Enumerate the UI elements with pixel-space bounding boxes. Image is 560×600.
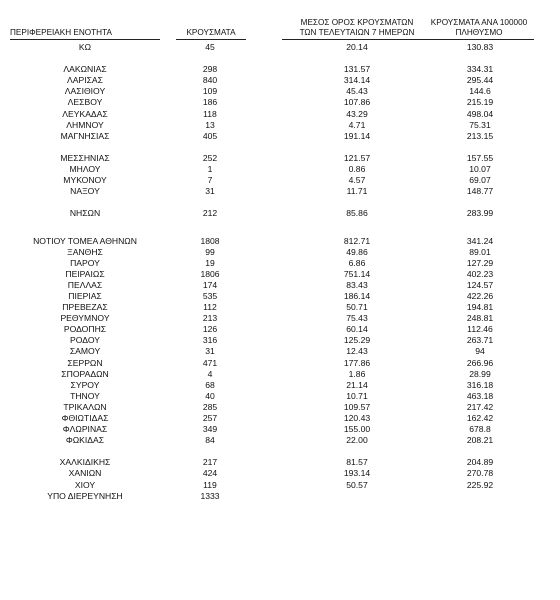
column-header-per-100k-line1: ΚΡΟΥΣΜΑΤΑ ΑΝΑ 100000 [430, 18, 528, 27]
table-row [0, 468, 560, 479]
cases-per-100k-cell: 402.23 [466, 268, 494, 279]
cases-cell: 174 [202, 279, 218, 290]
table-row [0, 413, 560, 424]
region-name-cell: ΤΗΝΟΥ [70, 390, 100, 401]
seven-day-average-cell: 107.86 [343, 97, 371, 108]
cases-per-100k-cell: 217.42 [466, 401, 494, 412]
cases-cell: 84 [205, 435, 215, 446]
cases-per-100k-cell: 127.29 [466, 257, 494, 268]
region-name-cell: ΜΥΚΟΝΟΥ [63, 175, 107, 186]
region-name-cell: ΛΑΣΙΘΙΟΥ [64, 86, 106, 97]
table-row [0, 64, 560, 75]
seven-day-average-cell: 186.14 [343, 290, 371, 301]
region-name-cell: ΣΕΡΡΩΝ [67, 357, 103, 368]
seven-day-average-cell: 20.14 [346, 42, 368, 52]
region-name-cell: ΧΑΝΙΩΝ [68, 468, 102, 479]
region-name-cell: ΡΕΘΥΜΝΟΥ [60, 313, 110, 324]
seven-day-average-cell: 751.14 [343, 268, 371, 279]
table-row [0, 369, 560, 380]
table-row [0, 324, 560, 335]
header-underline [424, 39, 534, 40]
row-spacer [0, 142, 560, 153]
seven-day-average-cell: 314.14 [343, 75, 371, 86]
seven-day-average-cell: 6.86 [348, 257, 366, 268]
cases-per-100k-cell: 225.92 [466, 479, 494, 490]
cases-cell: 68 [205, 379, 215, 390]
region-name-cell: ΣΥΡΟΥ [70, 379, 100, 390]
table-row [0, 186, 560, 197]
region-name-cell: ΦΛΩΡΙΝΑΣ [62, 424, 108, 435]
header-underline [282, 39, 432, 40]
cases-per-100k-cell: 678.8 [469, 424, 491, 435]
table-row [0, 313, 560, 324]
table-row [0, 164, 560, 175]
seven-day-average-cell: 21.14 [346, 379, 368, 390]
cases-per-100k-cell: 215.19 [466, 97, 494, 108]
cases-cell: 298 [202, 64, 218, 75]
cases-per-100k-cell: 213.15 [466, 130, 494, 141]
cases-per-100k-cell: 130.83 [466, 42, 494, 52]
region-name-cell: ΧΙΟΥ [74, 479, 96, 490]
seven-day-average-cell: 81.57 [346, 457, 368, 468]
row-spacer [0, 197, 560, 208]
region-name-cell: ΦΘΙΩΤΙΔΑΣ [61, 413, 109, 423]
cases-cell: 186 [202, 97, 218, 108]
cases-per-100k-cell: 463.18 [466, 390, 494, 401]
table-row [0, 402, 560, 413]
seven-day-average-cell: 83.43 [346, 279, 368, 290]
region-name-cell: ΡΟΔΟΥ [70, 335, 100, 346]
row-spacer [0, 53, 560, 64]
table-row [0, 236, 560, 247]
seven-day-average-cell: 191.14 [343, 130, 371, 141]
cases-cell: 99 [205, 246, 215, 257]
cases-cell: 316 [202, 335, 218, 346]
seven-day-average-cell: 177.86 [343, 357, 371, 368]
cases-per-100k-cell: 69.07 [469, 175, 491, 186]
seven-day-average-cell: 12.43 [346, 346, 368, 357]
cases-per-100k-cell: 157.55 [466, 152, 494, 163]
table-row [0, 291, 560, 302]
region-name-cell: ΣΑΜΟΥ [69, 346, 101, 357]
cases-per-100k-cell: 283.99 [466, 208, 494, 219]
cases-cell: 13 [205, 119, 215, 130]
header-underline [10, 39, 160, 40]
cases-per-100k-cell: 10.07 [469, 164, 491, 175]
table-row [0, 435, 560, 446]
cases-cell: 213 [202, 313, 218, 324]
seven-day-average-cell: 812.71 [343, 235, 371, 246]
seven-day-average-cell: 120.43 [343, 413, 371, 423]
region-name-cell: ΧΑΛΚΙΔΙΚΗΣ [59, 457, 111, 468]
region-name-cell: ΠΕΛΛΑΣ [67, 279, 103, 290]
cases-per-100k-cell: 498.04 [466, 108, 494, 119]
cases-cell: 19 [205, 257, 215, 268]
cases-cell: 257 [202, 413, 218, 423]
column-header-region: ΠΕΡΙΦΕΡΕΙΑΚΗ ΕΝΟΤΗΤΑ [10, 28, 112, 37]
region-name-cell: ΜΑΓΝΗΣΙΑΣ [60, 130, 110, 141]
table-row [0, 42, 560, 53]
region-name-cell: ΜΗΛΟΥ [69, 164, 101, 175]
region-name-cell: ΠΕΙΡΑΙΩΣ [65, 268, 105, 279]
cases-cell: 112 [203, 302, 217, 313]
cases-per-100k-cell: 263.71 [466, 335, 494, 346]
cases-per-100k-cell: 124.57 [466, 279, 494, 290]
seven-day-average-cell: 193.14 [343, 468, 371, 479]
row-spacer [0, 224, 560, 235]
seven-day-average-cell: 60.14 [346, 324, 368, 335]
table-row [0, 280, 560, 291]
cases-cell: 535 [202, 290, 218, 301]
cases-cell: 126 [202, 324, 218, 335]
region-name-cell: ΜΕΣΣΗΝΙΑΣ [60, 152, 110, 163]
region-name-cell: ΠΡΕΒΕΖΑΣ [62, 302, 108, 313]
seven-day-average-cell: 45.43 [346, 86, 368, 97]
cases-per-100k-cell: 208.21 [466, 435, 494, 446]
table-row [0, 175, 560, 186]
table-row [0, 258, 560, 269]
table-row [0, 457, 560, 468]
cases-cell: 1806 [200, 268, 220, 279]
seven-day-average-cell: 0.86 [348, 164, 366, 175]
seven-day-average-cell: 4.57 [348, 175, 366, 186]
cases-per-100k-cell: 204.89 [466, 457, 494, 468]
table-row [0, 480, 560, 491]
table-row [0, 302, 560, 313]
cases-cell: 349 [202, 424, 218, 435]
cases-cell: 471 [202, 357, 218, 368]
table-row [0, 335, 560, 346]
region-name-cell: ΞΑΝΘΗΣ [67, 246, 103, 257]
cases-per-100k-cell: 194.81 [466, 302, 494, 313]
seven-day-average-cell: 75.43 [346, 313, 368, 324]
cases-per-100k-cell: 341.24 [466, 235, 494, 246]
cases-cell: 119 [203, 479, 217, 490]
region-name-cell: ΣΠΟΡΑΔΩΝ [61, 368, 109, 379]
cases-per-100k-cell: 148.77 [466, 186, 494, 197]
column-header-7day-average [282, 18, 432, 38]
region-name-cell: ΝΑΞΟΥ [70, 186, 100, 197]
region-name-cell: ΥΠΟ ΔΙΕΡΕΥΝΗΣΗ [47, 490, 123, 501]
seven-day-average-cell: 49.86 [346, 246, 368, 257]
table-row [0, 269, 560, 280]
row-spacer [0, 446, 560, 457]
cases-per-100k-cell: 94 [475, 346, 485, 357]
cases-cell: 7 [207, 175, 213, 186]
cases-cell: 424 [202, 468, 218, 479]
column-header-cases: ΚΡΟΥΣΜΑΤΑ [186, 28, 236, 37]
cases-cell: 212 [202, 208, 218, 219]
cases-per-100k-cell: 112.46 [467, 324, 493, 335]
seven-day-average-cell: 11.71 [346, 186, 368, 197]
table-row [0, 120, 560, 131]
region-name-cell: ΛΕΥΚΑΔΑΣ [62, 108, 108, 119]
table-row [0, 391, 560, 402]
cases-cell: 405 [202, 130, 218, 141]
table-row [0, 491, 560, 502]
column-header-per-100k-line2: ΠΛΗΘΥΣΜΟ [455, 28, 503, 37]
table-row [0, 380, 560, 391]
region-name-cell: ΠΑΡΟΥ [70, 257, 100, 268]
cases-cell: 4 [207, 368, 213, 379]
seven-day-average-cell: 155.00 [343, 424, 371, 435]
cases-cell: 31 [205, 186, 215, 197]
table-header [0, 8, 560, 40]
cases-cell: 1 [207, 164, 213, 175]
seven-day-average-cell: 1.86 [348, 368, 366, 379]
cases-per-100k-cell: 270.78 [466, 468, 494, 479]
table-row [0, 86, 560, 97]
region-name-cell: ΛΑΚΩΝΙΑΣ [63, 64, 107, 75]
cases-cell: 118 [203, 108, 217, 119]
region-name-cell: ΝΟΤΙΟΥ ΤΟΜΕΑ ΑΘΗΝΩΝ [33, 235, 137, 246]
table-row [0, 208, 560, 224]
cases-per-100k-cell: 162.42 [466, 413, 494, 423]
table-row [0, 358, 560, 369]
cases-per-100k-cell: 266.96 [466, 357, 494, 368]
cases-per-100k-cell: 28.99 [469, 368, 491, 379]
region-name-cell: ΛΕΣΒΟΥ [67, 97, 103, 108]
cases-cell: 40 [205, 390, 215, 401]
region-name-cell: ΛΑΡΙΣΑΣ [67, 75, 103, 86]
column-header-per-100k [424, 18, 534, 38]
seven-day-average-cell: 121.57 [343, 152, 371, 163]
seven-day-average-cell: 50.57 [346, 479, 368, 490]
seven-day-average-cell: 85.86 [346, 208, 368, 219]
header-underline [176, 39, 246, 40]
cases-cell: 45 [205, 42, 215, 52]
table-row [0, 75, 560, 86]
column-header-7day-average-line1: ΜΕΣΟΣ ΟΡΟΣ ΚΡΟΥΣΜΑΤΩΝ [300, 18, 414, 27]
region-name-cell: ΚΩ [78, 42, 92, 52]
seven-day-average-cell: 131.57 [343, 64, 371, 75]
cases-cell: 285 [202, 401, 218, 412]
cases-per-100k-cell: 89.01 [469, 246, 491, 257]
region-name-cell: ΛΗΜΝΟΥ [66, 119, 104, 130]
cases-cell: 1333 [200, 490, 220, 501]
region-name-cell: ΠΙΕΡΙΑΣ [68, 290, 102, 301]
table-body [0, 42, 560, 502]
table-row [0, 97, 560, 108]
cases-per-100k-cell: 422.26 [466, 290, 494, 301]
table-row [0, 109, 560, 120]
cases-per-100k-cell: 75.31 [469, 119, 491, 130]
seven-day-average-cell: 125.29 [343, 335, 371, 346]
cases-per-100k-cell: 248.81 [466, 313, 494, 324]
table-row [0, 153, 560, 164]
region-name-cell: ΤΡΙΚΑΛΩΝ [63, 401, 107, 412]
seven-day-average-cell: 50.71 [346, 302, 368, 313]
seven-day-average-cell: 22.00 [346, 435, 368, 446]
cases-cell: 31 [205, 346, 215, 357]
cases-cell: 217 [202, 457, 218, 468]
seven-day-average-cell: 10.71 [346, 390, 368, 401]
cases-cell: 840 [202, 75, 218, 86]
seven-day-average-cell: 4.71 [348, 119, 366, 130]
cases-cell: 109 [202, 86, 218, 97]
region-name-cell: ΝΗΣΩΝ [69, 208, 101, 219]
cases-per-100k-cell: 295.44 [466, 75, 494, 86]
cases-per-100k-cell: 334.31 [466, 64, 494, 75]
seven-day-average-cell: 43.29 [346, 108, 368, 119]
table-row [0, 131, 560, 142]
region-name-cell: ΡΟΔΟΠΗΣ [63, 324, 107, 335]
cases-cell: 1808 [200, 235, 220, 246]
region-name-cell: ΦΩΚΙΔΑΣ [65, 435, 105, 446]
cases-cell: 252 [202, 152, 218, 163]
cases-per-100k-cell: 316.18 [466, 379, 494, 390]
seven-day-average-cell: 109.57 [343, 401, 371, 412]
table-row [0, 346, 560, 357]
cases-per-100k-cell: 144.6 [469, 86, 491, 97]
table-row [0, 247, 560, 258]
column-header-7day-average-line2: ΤΩΝ ΤΕΛΕΥΤΑΙΩΝ 7 ΗΜΕΡΩΝ [299, 28, 415, 37]
table-row [0, 424, 560, 435]
